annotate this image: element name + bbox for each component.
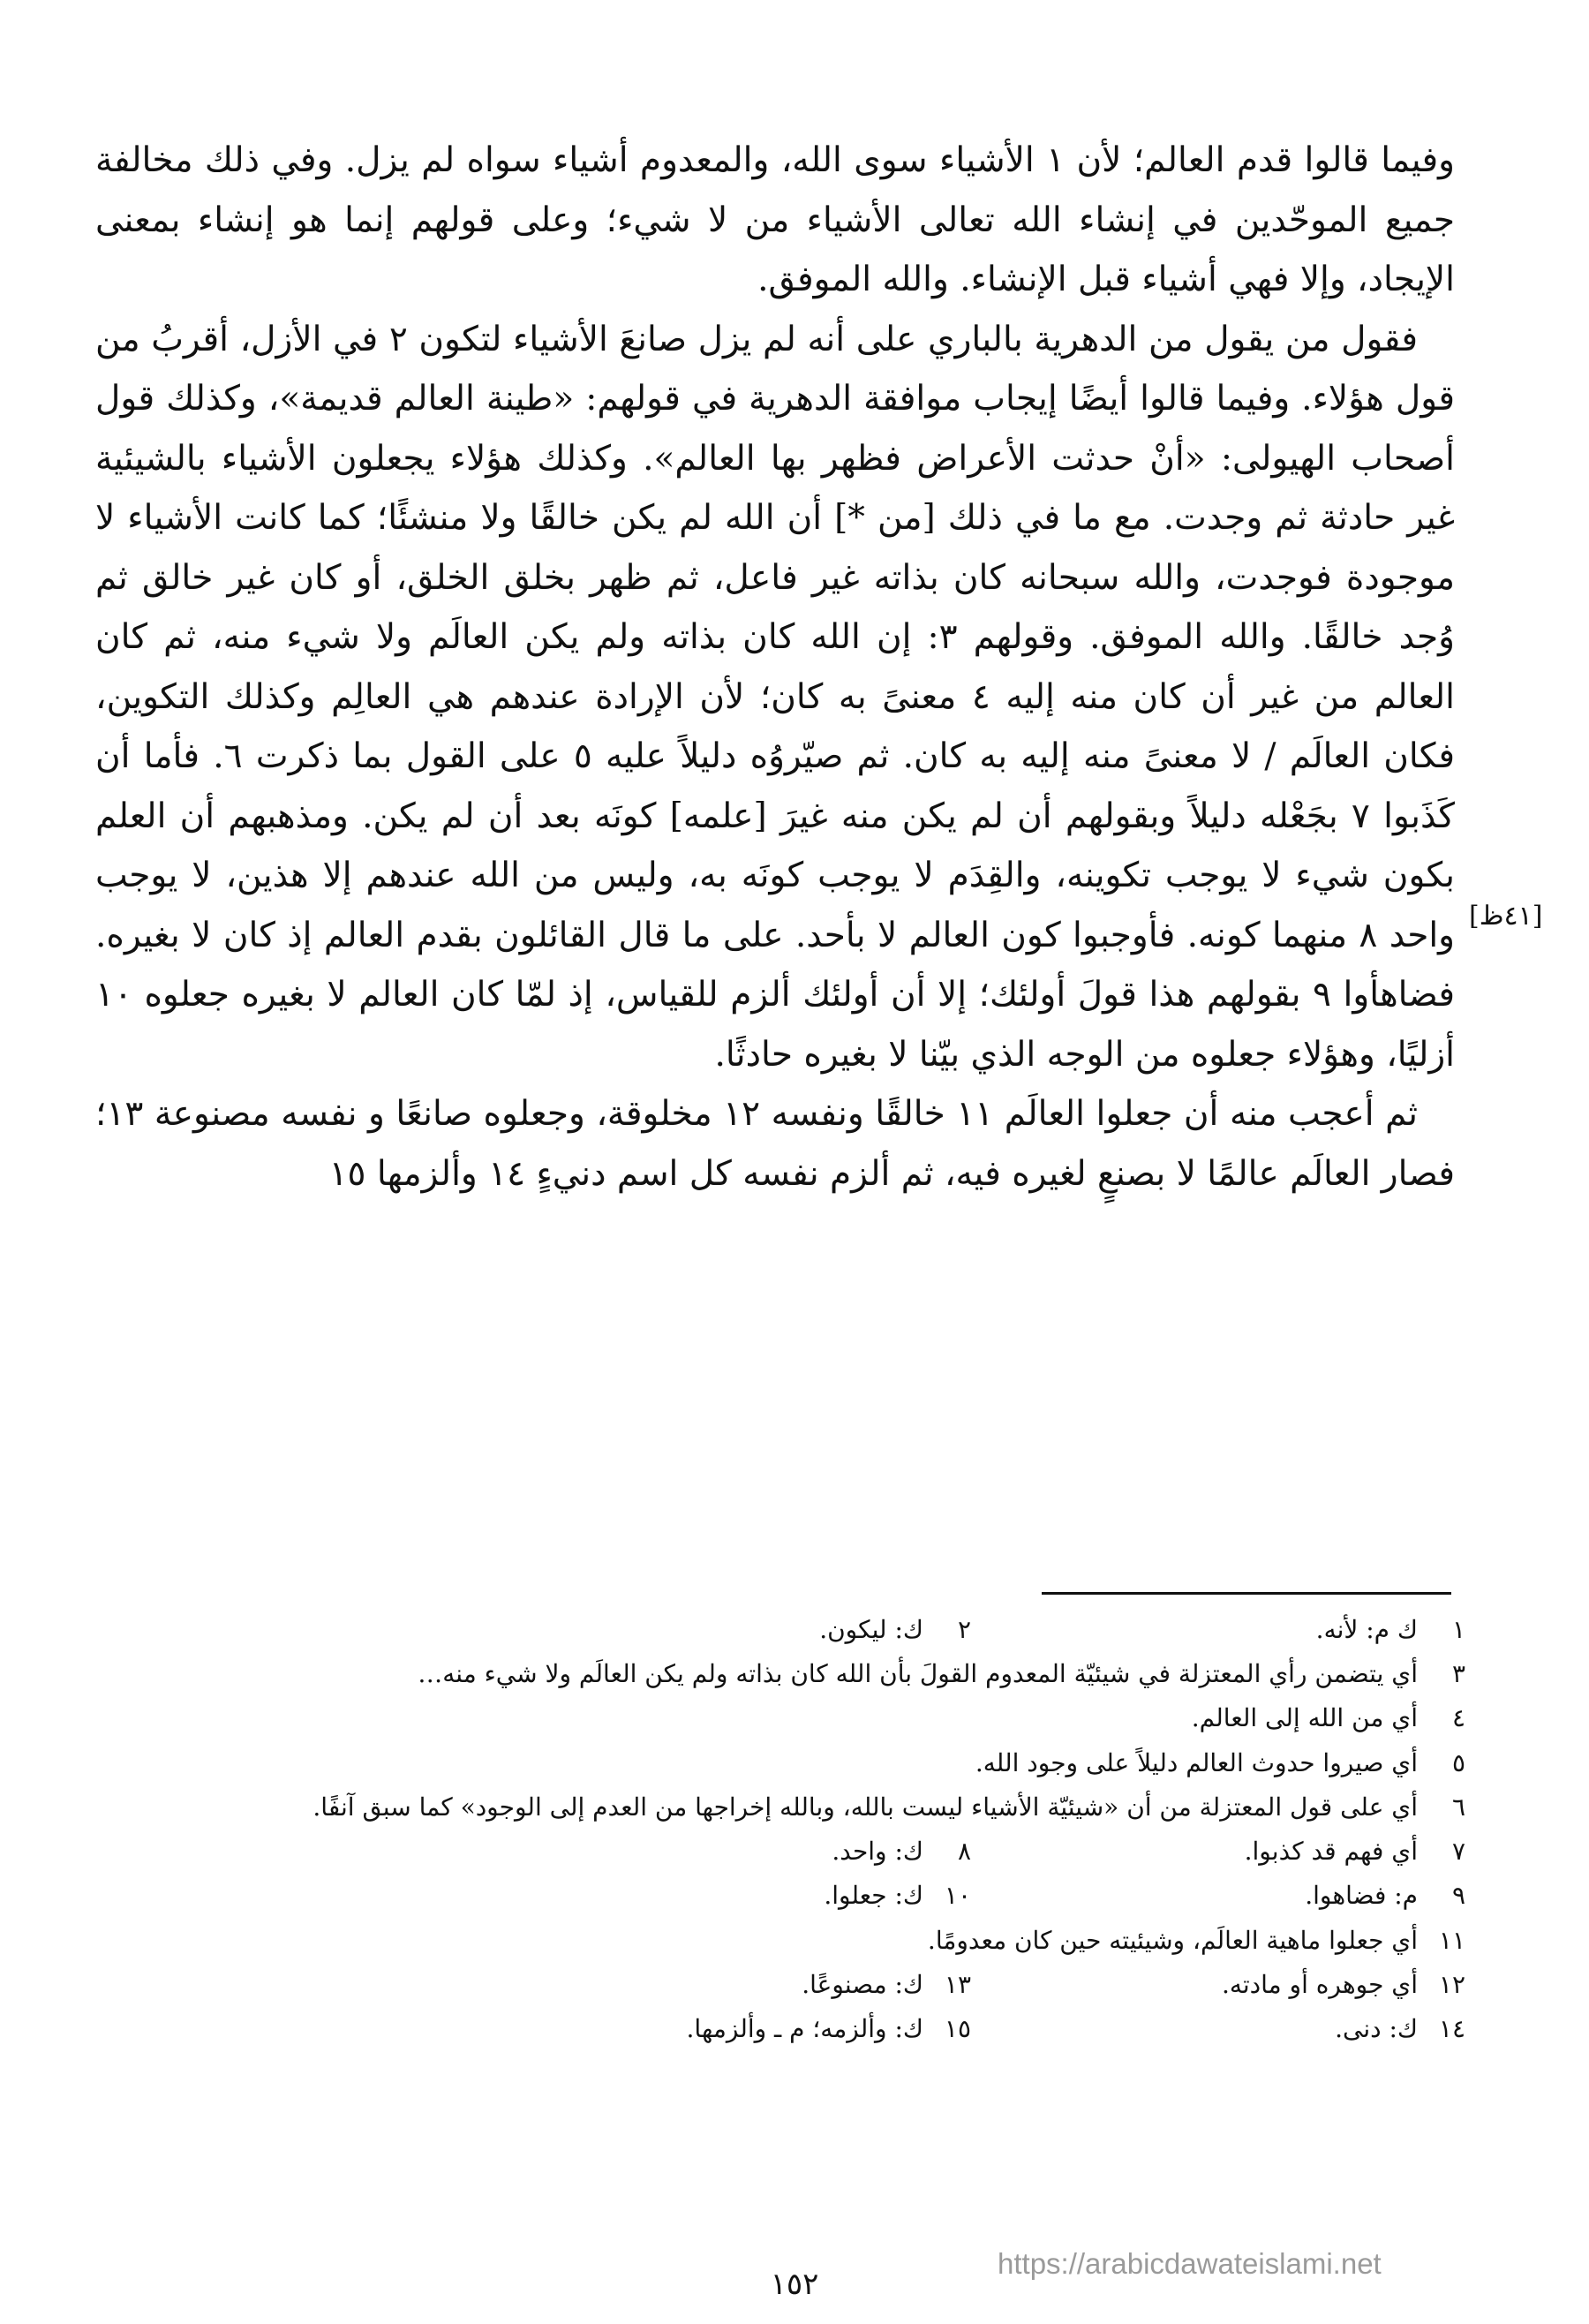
footnote-text: ك: ليكون.: [819, 1614, 923, 1644]
footnote-number: ٧: [1451, 1837, 1465, 1867]
footnote: [1192, 1703, 1465, 1732]
footnote-text: أي جعلوا ماهية العالَم، وشيئيته حين كان معدومًا.: [927, 1925, 1418, 1955]
footnote: [928, 1926, 1465, 1955]
manuscript-folio-marker: [٤١ظ]: [1469, 901, 1543, 932]
footnote-row: [106, 1918, 1465, 1962]
footnote-number: ٤: [1451, 1703, 1465, 1733]
footnote-row: [106, 1874, 1465, 1918]
footnote-text: أي جوهره أو مادته.: [1221, 1970, 1418, 2000]
footnotes: [106, 1607, 1465, 2051]
footnote-number: ٦: [1451, 1792, 1465, 1822]
footnote: [971, 1881, 1465, 1910]
footnote-text: أي يتضمن رأي المعتزلة في شيئيّة المعدوم القولَ بأن الله كان بذاته ولم يكن العالَم ولا شيء منه…: [418, 1658, 1418, 1688]
footnote-text: أي فهم قد كذبوا.: [1244, 1837, 1418, 1867]
footnote-row: [106, 1651, 1465, 1695]
paragraph-2: فقول من يقول من الدهرية بالباري على أنه لم يزل صانعَ الأشياء لتكون ٢ في الأزل، أقربُ من قول هؤلاء. وفيما قالوا أيضًا إيجاب موافقة الدهرية في قولهم: «طينة العالم قديمة»، وكذلك قول أصحاب الهيولى: «أنْ حدثت الأعراض فظهر بها العالم». وكذلك هؤلاء يجعلون الأشياء بالشيئية غير حادثة ثم وجدت. مع ما في ذلك [من *] أن الله لم يكن خالقًا ولا منشئًا؛ كما كانت الأشياء لا موجودة فوجدت، والله سبحانه كان بذاته غير فاعل، ثم ظهر بخلق الخلق، أو كان غير خالق ثم وُجد خالقًا. والله الموفق. وقولهم ٣: إن الله كان بذاته ولم يكن العالَم ولا شيء منه، ثم كان العالم من غير أن كان منه إليه ٤ معنىً به كان؛ لأن الإرادة عندهم هي العالِم وكذلك التكوين، فكان العالَم / لا معنىً منه إليه به كان. ثم صيّروُه دليلاً عليه ٥ على القول بما ذكرت ٦. فأما أن كَذَبوا ٧ بجَعْله دليلاً وبقولهم أن لم يكن منه غيرَ [علمه] كونَه بعد أن لم يكن. ومذهبهم أن العلم بكون شيء لا يوجب تكوينه، والقِدَم لا يوجب كونَه به، وليس من الله عندهم إلا هذين، لا يوجب واحد ٨ منهما كونه. فأوجبوا كون العالم لا بأحد. على ما قال القائلون بقدم العالم إذ كان لا بغيره. فضاهأوا ٩ بقولهم هذا قولَ أولئك؛ إلا أن أولئك ألزم للقياس، إذ لمّا كان العالم لا بغيره جعلوه ١٠ أزليًا، وهؤلاء جعلوه من الوجه الذي بيّنا لا بغيره حادثًا.: [95, 319, 1455, 1075]
footnote-row: [106, 1784, 1465, 1829]
footnote-row: [106, 1962, 1465, 2006]
footnote: [418, 1659, 1465, 1688]
footnote: [971, 1837, 1465, 1866]
footnote-number: ١١: [1438, 1925, 1465, 1955]
footnote-number: ٩: [1451, 1881, 1465, 1911]
footnote-number: ١٢: [1438, 1970, 1465, 2000]
footnote-number: ١٠: [944, 1881, 971, 1911]
footnote: [971, 1970, 1465, 1999]
footnote-row: [106, 1696, 1465, 1740]
footnote: [975, 1748, 1465, 1777]
footnote-number: ٨: [957, 1837, 971, 1867]
footnote: [971, 2014, 1465, 2043]
footnote-text: أي على قول المعتزلة من أن «شيئيّة الأشياء ليست بالله، وبالله إخراجها من العدم إلى الوجود» كما سبق آنفًا.: [313, 1792, 1418, 1822]
footnote: [313, 1792, 1465, 1822]
paragraph-3: ثم أعجب منه أن جعلوا العالَم ١١ خالقًا ونفسه ١٢ مخلوقة، وجعلوه صانعًا و نفسه مصنوعة ١٣؛ فصار العالَم عالمًا لا بصنعٍ لغيره فيه، ثم ألزم نفسه كل اسم دنيءٍ ١٤ وألزمها ١٥: [95, 1094, 1455, 1194]
footnote-number: ١٣: [944, 1970, 971, 2000]
footnote-divider: [1042, 1592, 1451, 1595]
watermark-url: https://arabicdawateislami.net: [998, 2247, 1382, 2280]
footnote-row: [106, 1740, 1465, 1784]
footnote: [687, 2014, 971, 2043]
footnote-text: ك م: لأنه.: [1315, 1614, 1418, 1644]
footnote-text: أي من الله إلى العالم.: [1191, 1703, 1418, 1733]
footnote: [802, 1970, 971, 1999]
footnote-text: ك: دنى.: [1335, 2014, 1418, 2044]
footnote: [971, 1615, 1465, 1644]
footnote-text: ك: واحد.: [832, 1837, 923, 1867]
footnote-text: م: فضاهوا.: [1305, 1881, 1418, 1911]
page-number: ١٥٢: [770, 2267, 819, 2302]
footnote-row: [106, 2007, 1465, 2051]
paragraph-1: وفيما قالوا قدم العالم؛ لأن ١ الأشياء سوى الله، والمعدوم أشياء سواه لم يزل. وفي ذلك مخالفة جميع الموحّدين في إنشاء الله تعالى الأشياء من لا شيء؛ وعلى قولهم إنما هو إنشاء بمعنى الإيجاد، وإلا فهي أشياء قبل الإنشاء. والله الموفق.: [95, 140, 1455, 299]
footnote-text: ك: وألزمه؛ م ـ وألزمها.: [686, 2014, 923, 2044]
footnote-number: ١: [1451, 1614, 1465, 1644]
footnote-text: أي صيروا حدوث العالم دليلاً على وجود الله.: [975, 1747, 1418, 1777]
footnote: [832, 1837, 971, 1866]
footnote-text: ك: مصنوعًا.: [802, 1970, 923, 2000]
footnote-row: [106, 1607, 1465, 1651]
footnote-text: ك: جعلوا.: [824, 1881, 923, 1911]
footnote: [824, 1881, 971, 1910]
footnote-number: ١٥: [944, 2014, 971, 2044]
main-text: [95, 131, 1455, 1204]
footnote: [819, 1615, 971, 1644]
footnote-number: ٣: [1451, 1658, 1465, 1688]
footnote-number: ٢: [957, 1614, 971, 1644]
footnote-number: ١٤: [1438, 2014, 1465, 2044]
footnote-row: [106, 1829, 1465, 1873]
footnote-number: ٥: [1451, 1747, 1465, 1777]
